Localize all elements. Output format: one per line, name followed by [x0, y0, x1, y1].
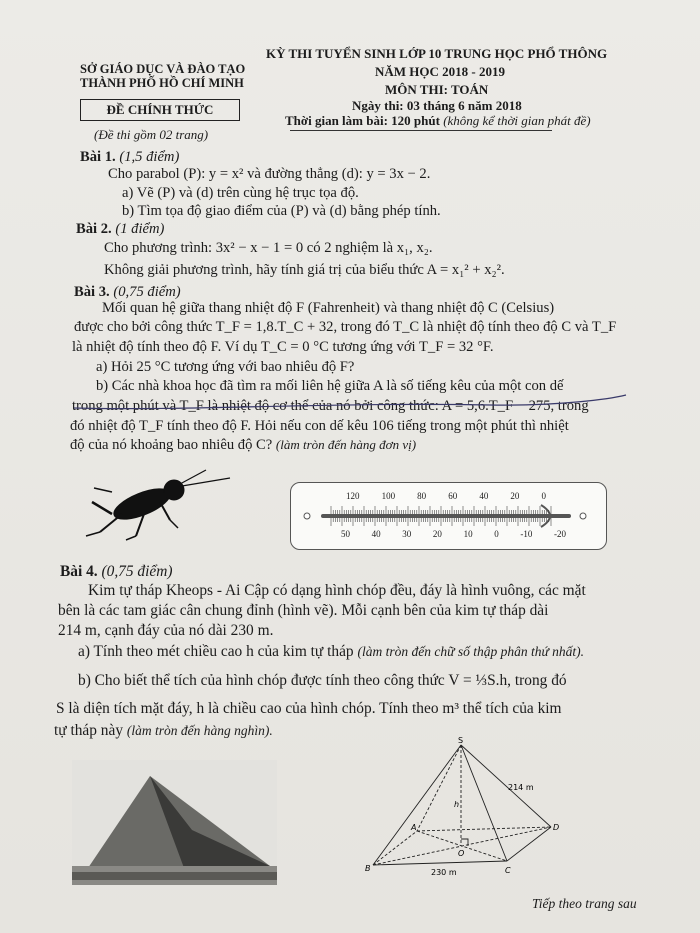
f-label: 20 [510, 491, 520, 501]
f-label: 40 [479, 491, 489, 501]
time-line [285, 113, 591, 129]
bai4-line1: Kim tự tháp Kheops - Ai Cập có dạng hình chóp đều, đáy là hình vuông, các mặt [88, 582, 586, 599]
subject: MÔN THI: TOÁN [385, 82, 489, 97]
bai3-part-b1: b) Các nhà khoa học đã tìm ra mối liên hệ giữa A là số tiếng kêu của một con dế [96, 378, 564, 394]
bai3-part-b2: trong một phút và T_F là nhiệt độ cơ thể của nó bởi công thức: A = 5,6.T_F − 275, trong [72, 398, 589, 414]
label-c: C [505, 866, 511, 875]
bai3-part-a: a) Hỏi 25 °C tương ứng với bao nhiêu độ F? [96, 359, 355, 375]
bai2-line2: Không giải phương trình, hãy tính giá trị của biểu thức A = x₁² + x₂². [104, 262, 505, 278]
label-h: h [454, 800, 460, 809]
f-label: 60 [448, 491, 458, 501]
bai4-points: (0,75 điểm) [101, 563, 173, 580]
bai3-part-b4: độ của nó khoảng bao nhiêu độ C? [70, 437, 273, 453]
bai2-title: Bài 2. [76, 221, 112, 237]
f-label: 0 [541, 491, 546, 501]
bai3-line1: Mối quan hệ giữa thang nhiệt độ F (Fahrenheit) và thang nhiệt độ C (Celsius) [102, 300, 555, 316]
bai3-part-b4-note: (làm tròn đến hàng đơn vị) [275, 437, 417, 452]
celsius-labels [341, 529, 566, 539]
bai4-part-a-line [78, 643, 584, 661]
c-label: 50 [341, 529, 350, 539]
school-year: NĂM HỌC 2018 - 2019 [375, 64, 505, 79]
bai4-title: Bài 4. [60, 563, 98, 580]
pyramid-photo [72, 760, 277, 885]
label-s: S [458, 736, 464, 745]
bai4-line2: bên là các tam giác cân chung đỉnh (hình vẽ). Mỗi cạnh bên của kim tự tháp dài [58, 602, 549, 619]
label-o: O [458, 849, 465, 858]
thermometer-image [290, 482, 607, 550]
bai3-part-b4-line [70, 437, 416, 454]
bai3-points: (0,75 điểm) [113, 284, 181, 300]
f-label: 100 [381, 491, 396, 501]
bai4-line3: 214 m, cạnh đáy của nó dài 230 m. [58, 622, 274, 639]
f-label: 80 [417, 491, 427, 501]
c-label: -20 [553, 529, 566, 539]
c-label: 20 [432, 529, 442, 539]
department-line1: SỞ GIÁO DỤC VÀ ĐÀO TẠO [80, 62, 246, 76]
c-label: -10 [520, 529, 533, 539]
c-label: 10 [463, 529, 473, 539]
cricket-image [82, 462, 232, 562]
bai2-line1: Cho phương trình: 3x² − x − 1 = 0 có 2 nghiệm là x₁, x₂. [104, 240, 433, 256]
bai3-heading [74, 284, 181, 301]
bai1-heading [80, 149, 179, 166]
label-b: B [365, 864, 371, 873]
bai2-points: (1 điểm) [115, 221, 165, 237]
bai4-part-b2: S là diện tích mặt đáy, h là chiều cao của hình chóp. Tính theo m³ thể tích của kim [56, 700, 562, 717]
fahrenheit-labels [346, 491, 546, 501]
bai2-heading [76, 221, 164, 238]
continue-note: Tiếp theo trang sau [532, 896, 637, 911]
label-d: D [553, 823, 560, 832]
header-rule [290, 130, 552, 131]
bai3-part-b3: đó nhiệt độ T_F tính theo độ F. Hỏi nếu con dế kêu 106 tiếng trong một phút thì nhiệt [70, 418, 569, 434]
exam-title: KỲ THI TUYỂN SINH LỚP 10 TRUNG HỌC PHỔ THÔNG [266, 46, 608, 61]
c-label: 30 [402, 529, 412, 539]
bai1-line1: Cho parabol (P): y = x² và đường thẳng (d): y = 3x − 2. [108, 166, 431, 182]
pyramid-diagram [365, 735, 570, 880]
bai1-part-a: a) Vẽ (P) và (d) trên cùng hệ trục tọa độ. [122, 185, 359, 201]
department-line2: THÀNH PHỐ HỒ CHÍ MINH [80, 76, 244, 90]
bai1-points: (1,5 điểm) [119, 149, 180, 165]
official-box: ĐỀ CHÍNH THỨC [80, 99, 240, 121]
time-note: (không kể thời gian phát đề) [443, 113, 591, 128]
bai4-part-b3: tự tháp này [54, 722, 124, 739]
bai4-part-b1: b) Cho biết thể tích của hình chóp được tính theo công thức V = ⅓S.h, trong đó [78, 672, 567, 689]
time-label: Thời gian làm bài: 120 phút [285, 113, 440, 128]
label-a: A [411, 823, 417, 832]
bai4-part-b3-line [54, 722, 273, 740]
bai3-line2: được cho bởi công thức T_F = 1,8.T_C + 32, trong đó T_C là nhiệt độ tính theo độ C và T_F [74, 319, 617, 335]
bai4-part-b3-note: (làm tròn đến hàng nghìn). [126, 723, 273, 738]
bai3-title: Bài 3. [74, 284, 110, 300]
c-label: 40 [371, 529, 381, 539]
bai3-line3: là nhiệt độ tính theo độ F. Ví dụ T_C = 0 °C tương ứng với T_F = 32 °F. [72, 339, 494, 355]
bai4-part-a-note: (làm tròn đến chữ số thập phân thứ nhất). [357, 644, 585, 659]
bai4-heading [60, 563, 172, 581]
exam-date: Ngày thi: 03 tháng 6 năm 2018 [352, 98, 522, 113]
c-label: 0 [494, 529, 499, 539]
bai1-part-b: b) Tìm tọa độ giao điểm của (P) và (d) bằng phép tính. [122, 203, 441, 219]
pages-note: (Đề thi gồm 02 trang) [94, 127, 209, 142]
pen-underline [70, 392, 630, 416]
base-label: 230 m [431, 868, 457, 877]
f-label: 120 [346, 491, 360, 501]
edge-label: 214 m [508, 783, 534, 792]
bai4-part-a: a) Tính theo mét chiều cao h của kim tự tháp [78, 643, 354, 660]
bai1-title: Bài 1. [80, 149, 116, 165]
